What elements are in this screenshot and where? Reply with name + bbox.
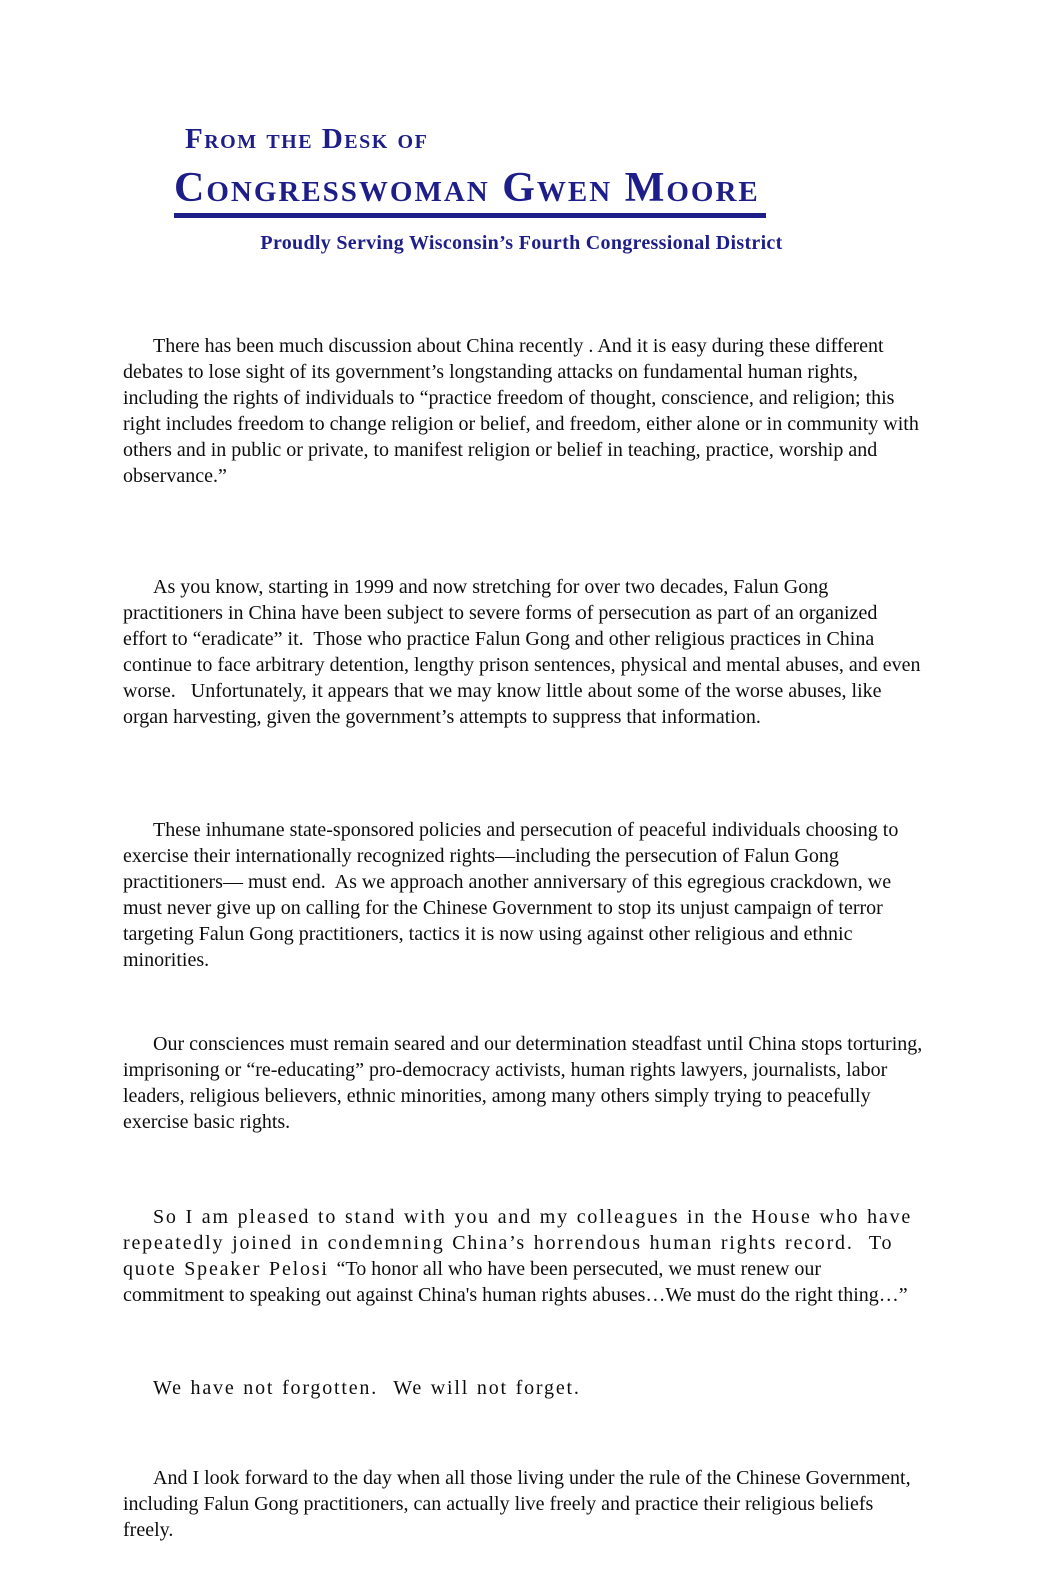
letterhead-name: Congresswoman Gwen Moore: [174, 166, 766, 218]
paragraph-4-text: Our consciences must remain seared and our determination steadfast until China stops torturing, imprisoning or “re-educating” pro-democracy activists, human rights lawyers, journalists, labor leaders, religious believers, ethnic minorities, among many others simply trying to peacefully exercise basic rights.: [123, 1032, 928, 1133]
paragraph-3: [123, 791, 923, 999]
paragraph-6-text: We have not forgotten. We will not forget.: [153, 1376, 581, 1399]
letterhead-tagline: Proudly Serving Wisconsin’s Fourth Congressional District: [260, 231, 783, 254]
letterhead: [0, 0, 1043, 255]
paragraph-3-text: These inhumane state-sponsored policies and persecution of peaceful individuals choosing to exercise their internationally recognized rights—including the persecution of Falun Gong practitioners— must end. As we approach another anniversary of this egregious crackdown, we must never give up on calling for the Chinese Government to stop its unjust campaign of terror targeting Falun Gong practitioners, tactics it is now using against other religious and ethnic minorities.: [123, 818, 904, 971]
paragraph-7-text: And I look forward to the day when all those living under the rule of the Chinese Government, including Falun Gong practitioners, can actually live freely and practice their religious beliefs freely.: [123, 1466, 916, 1541]
paragraph-1-text: There has been much discussion about China recently . And it is easy during these different debates to lose sight of its government’s longstanding attacks on fundamental human rights, including the rights of individuals to “practice freedom of thought, conscience, and religion; this right includes freedom to change religion or belief, and freedom, either alone or in community with others and in public or private, to manifest religion or belief in teaching, practice, worship and observance.”: [123, 334, 924, 487]
paragraph-2: [123, 548, 926, 756]
paragraph-5: [123, 1178, 923, 1334]
letterhead-title-row: [174, 166, 1043, 218]
letterhead-kicker: From the Desk of: [185, 123, 429, 155]
paragraph-5-quote: “To honor all who have been persecuted, we must renew our commitment to speaking out against China's human rights abuses…We must do the right thing…”: [123, 1257, 908, 1306]
paragraph-4: [123, 1005, 928, 1161]
paragraph-1: [123, 307, 923, 515]
paragraph-7: [123, 1439, 923, 1569]
letter-body: [123, 307, 928, 1569]
paragraph-2-text: As you know, starting in 1999 and now stretching for over two decades, Falun Gong practitioners in China have been subject to severe forms of persecution as part of an organized effort to “eradicate” it. Those who practice Falun Gong and other religious practices in China continue to face arbitrary detention, lengthy prison sentences, physical and mental abuses, and even worse. Unfortunately, it appears that we may know little about some of the worse abuses, like organ harvesting, given the government’s attempts to suppress that information.: [123, 575, 926, 728]
paragraph-6: [123, 1349, 923, 1427]
paragraph-5-lead: So I am pleased to stand with you and my colleagues in the House who have repeatedly joined in condemning China’s horrendous human rights record. To quote Speaker Pelosi: [123, 1205, 920, 1280]
